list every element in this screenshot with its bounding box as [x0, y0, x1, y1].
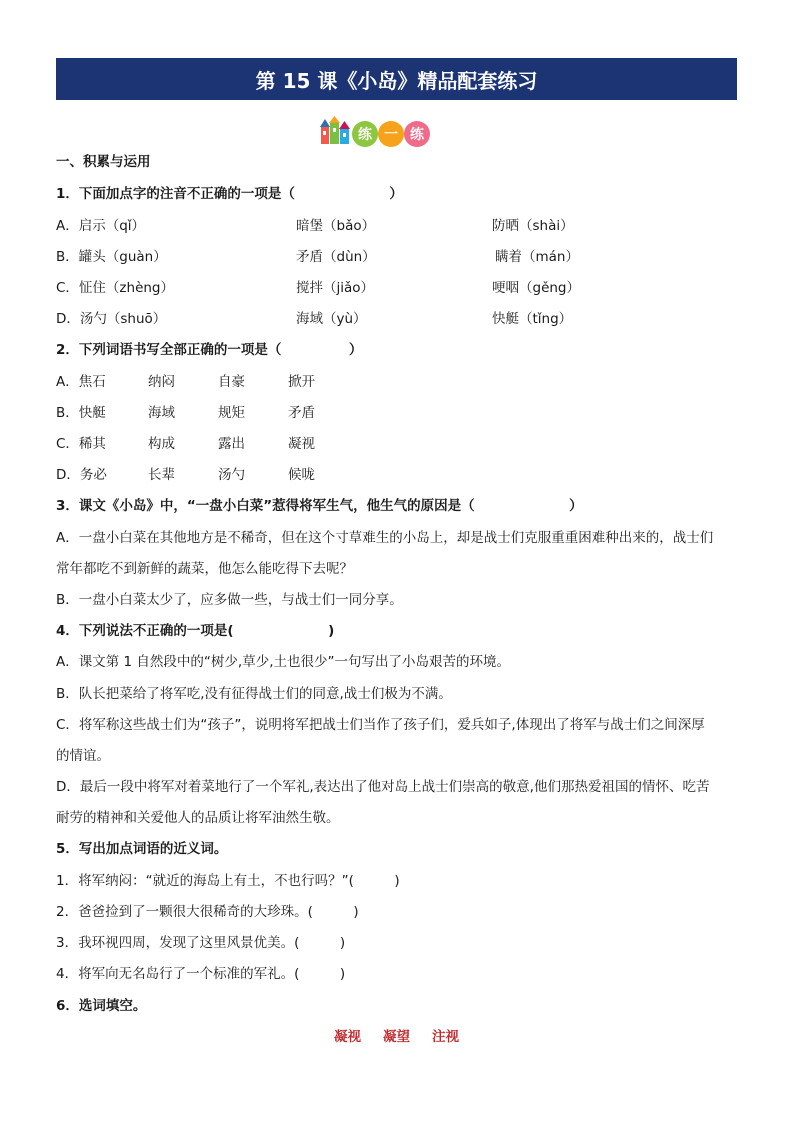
word-choice-2: 凝望: [383, 1029, 410, 1045]
word-choice-3: 注视: [432, 1029, 459, 1045]
q2-b-2: 海域: [148, 405, 175, 421]
q1-option-c-3: 哽咽（gěng）: [492, 280, 581, 296]
badge-char-2: 一: [378, 121, 404, 147]
question-3-stem: 3．课文《小岛》中，“一盘小白菜”惹得将军生气，他生气的原因是（ ）: [56, 498, 583, 514]
badge-char-3: 练: [404, 121, 430, 147]
q2-c-1: C．稀其: [56, 436, 106, 452]
q2-d-2: 长辈: [148, 467, 175, 483]
q2-b-4: 矛盾: [288, 405, 315, 421]
q5-item-3: 3．我环视四周，发现了这里风景优美。( ): [56, 935, 346, 951]
q4-option-c-line-2: 的情谊。: [56, 748, 110, 764]
word-choice-1: 凝视: [334, 1029, 361, 1045]
q1-option-c-1: C．怔住（zhèng）: [56, 280, 174, 296]
colorful-houses-icon: [320, 116, 352, 146]
q2-d-3: 汤勺: [218, 467, 245, 483]
q3-option-a-line-1: A．一盘小白菜在其他地方是不稀奇，但在这个寸草难生的小岛上，却是战士们克服重重困难种出来的，战士们: [56, 530, 714, 546]
q2-b-1: B．快艇: [56, 405, 106, 421]
q4-option-a: A．课文第 1 自然段中的“树少,草少,土也很少”一句写出了小岛艰苦的环境。: [56, 654, 510, 670]
q2-a-1: A．焦石: [56, 374, 106, 390]
q4-option-d-line-2: 耐劳的精神和关爱他人的品质让将军油然生敬。: [56, 810, 340, 826]
q4-option-c-line-1: C．将军称这些战士们为“孩子”，说明将军把战士们当作了孩子们，爱兵如子,体现出了将军与战士们之间深厚: [56, 717, 705, 733]
q2-c-2: 构成: [148, 436, 175, 452]
q5-item-1: 1．将军纳闷：“就近的海岛上有土，不也行吗？”( ): [56, 873, 400, 889]
q1-option-a-2: 暗堡（bǎo）: [296, 218, 376, 234]
q2-d-1: D．务必: [56, 467, 107, 483]
question-5-stem: 5．写出加点词语的近义词。: [56, 841, 228, 857]
q1-option-d-1: D．汤勺（shuō）: [56, 311, 167, 327]
question-4-stem: 4．下列说法不正确的一项是( ): [56, 623, 335, 639]
q4-option-b: B．队长把菜给了将军吃,没有征得战士们的同意,战士们极为不满。: [56, 686, 452, 702]
q3-option-b: B．一盘小白菜太少了，应多做一些，与战士们一同分享。: [56, 592, 403, 608]
q1-option-b-3: 瞒着（mán）: [495, 249, 579, 265]
question-6-stem: 6．选词填空。: [56, 998, 147, 1014]
q2-a-2: 纳闷: [148, 374, 175, 390]
q2-c-4: 凝视: [288, 436, 315, 452]
q4-option-d-line-1: D．最后一段中将军对着菜地行了一个军礼,表达出了他对岛上战士们崇高的敬意,他们那热爱祖国的情怀、吃苦: [56, 779, 710, 795]
q3-option-a-line-2: 常年都吃不到新鲜的蔬菜，他怎么能吃得下去呢？: [56, 561, 353, 577]
practice-badge: [320, 116, 430, 148]
q5-item-4: 4．将军向无名岛行了一个标准的军礼。( ): [56, 966, 346, 982]
q1-option-d-2: 海域（yù）: [296, 311, 367, 327]
q2-a-4: 掀开: [288, 374, 315, 390]
q2-d-4: 候咙: [288, 467, 315, 483]
question-2-stem: 2．下列词语书写全部正确的一项是（ ）: [56, 342, 363, 358]
q1-option-b-2: 矛盾（dùn）: [296, 249, 376, 265]
q2-b-3: 规矩: [218, 405, 245, 421]
q2-a-3: 自豪: [218, 374, 245, 390]
q5-item-2: 2．爸爸捡到了一颗很大很稀奇的大珍珠。( ): [56, 904, 359, 920]
page-title: 第 15 课《小岛》精品配套练习: [56, 58, 737, 100]
section-heading: 一、积累与运用: [56, 154, 151, 170]
q1-option-b-1: B．罐头（guàn）: [56, 249, 167, 265]
q1-option-a-3: 防晒（shài）: [492, 218, 574, 234]
q1-option-d-3: 快艇（tǐng）: [492, 311, 573, 327]
q1-option-a-1: A．启示（qǐ）: [56, 218, 146, 234]
q2-c-3: 露出: [218, 436, 245, 452]
q1-option-c-2: 搅拌（jiǎo）: [296, 280, 375, 296]
question-1-stem: 1．下面加点字的注音不正确的一项是（ ）: [56, 186, 403, 202]
badge-char-1: 练: [352, 121, 378, 147]
